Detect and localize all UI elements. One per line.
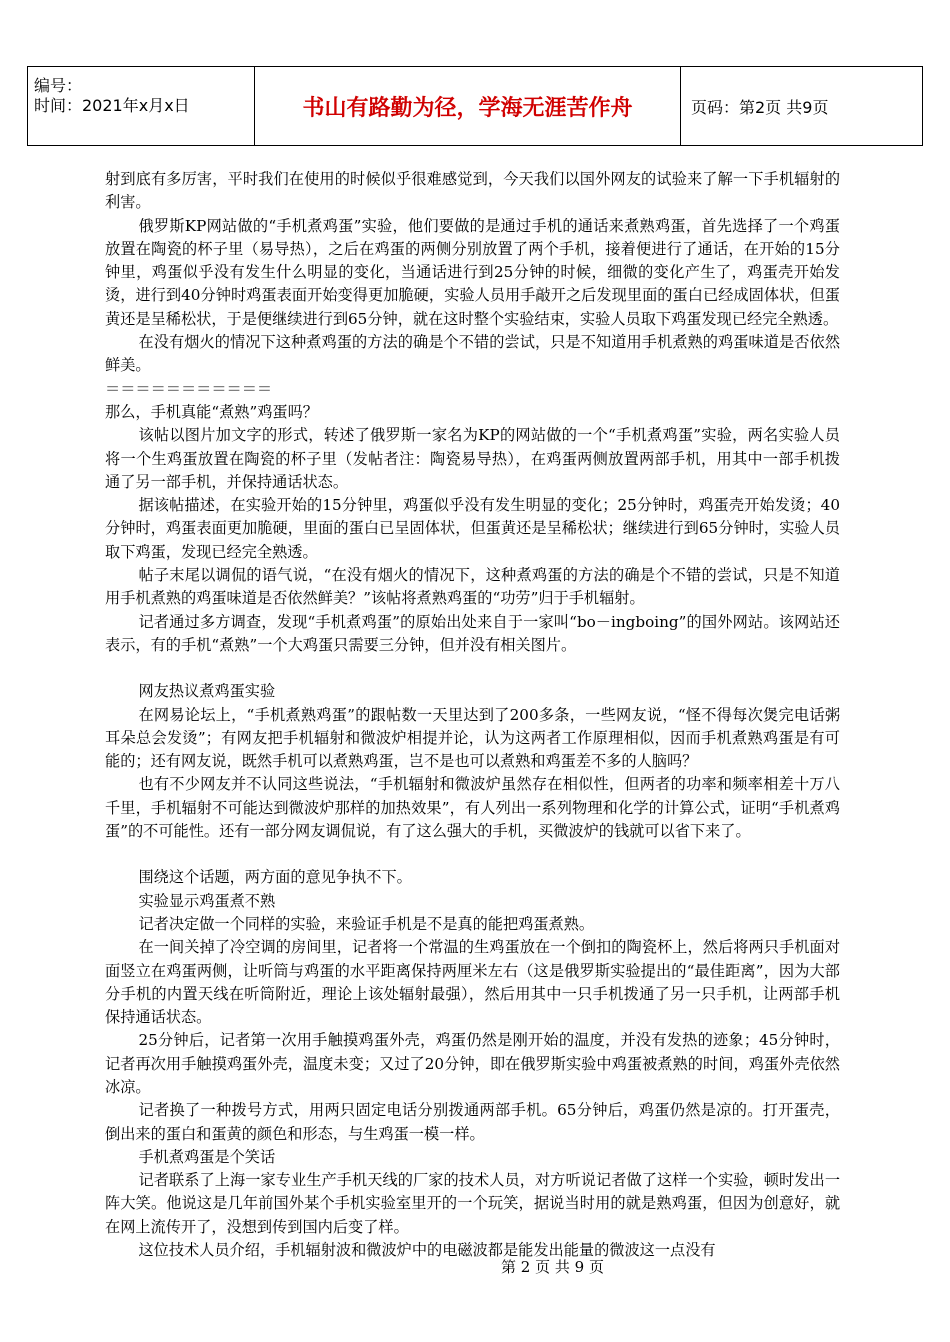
paragraph: 实验显示鸡蛋煮不熟 xyxy=(138,891,276,910)
document-header xyxy=(27,66,923,146)
number-label: 编号： xyxy=(34,76,83,95)
header-meta-cell xyxy=(28,67,255,145)
time-label: 时间：2021年x月x日 xyxy=(34,96,190,115)
paragraph: 帖子末尾以调侃的语气说，“在没有烟火的情况下，这种煮鸡蛋的方法的确是个不错的尝试，只是不知道用手机煮熟的鸡蛋味道是否依然鲜美？”该帖将煮熟鸡蛋的“功劳”归于手机辐射。 xyxy=(105,566,840,608)
paragraph: 在网易论坛上，“手机煮熟鸡蛋”的跟帖数一天里达到了200多条，一些网友说，“怪不得每次煲完电话粥耳朵总会发烫”；有网友把手机辐射和微波炉相提并论，认为这两者工作原理相似，因而手机煮熟鸡蛋是有可能的；还有网友说，既然手机可以煮熟鸡蛋，岂不是也可以煮熟和鸡蛋差不多的人脑吗？ xyxy=(105,705,840,771)
paragraph: 这位技术人员介绍，手机辐射波和微波炉中的电磁波都是能发出能量的微波这一点没有 xyxy=(138,1241,716,1260)
document-body xyxy=(105,168,840,1262)
paragraph: 据该帖描述，在实验开始的15分钟里，鸡蛋似乎没有发生明显的变化；25分钟时，鸡蛋壳开始发烫；40分钟时，鸡蛋表面更加脆硬，里面的蛋白已呈固体状，但蛋黄还是呈稀松状；继续进行到65分钟时，实验人员取下鸡蛋，发现已经完全熟透。 xyxy=(105,496,840,561)
paragraph xyxy=(105,657,840,680)
paragraph: 网友热议煮鸡蛋实验 xyxy=(138,682,276,701)
motto-text: 书山有路勤为径，学海无涯苦作舟 xyxy=(302,95,633,121)
paragraph xyxy=(105,843,840,866)
page-footer: 第 2 页 共 9 页 xyxy=(501,1258,604,1276)
paragraph: 25分钟后，记者第一次用手触摸鸡蛋外壳，鸡蛋仍然是刚开始的温度，并没有发热的迹象；45分钟时，记者再次用手触摸鸡蛋外壳，温度未变；又过了20分钟，即在俄罗斯实验中鸡蛋被煮熟的时间，鸡蛋外壳依然冰凉。 xyxy=(105,1031,840,1096)
paragraph: 也有不少网友并不认同这些说法，“手机辐射和微波炉虽然存在相似性，但两者的功率和频率相差十万八千里，手机辐射不可能达到微波炉那样的加热效果”，有人列出一系列物理和化学的计算公式，证明“手机煮鸡蛋”的不可能性。还有一部分网友调侃说，有了这么强大的手机，买微波炉的钱就可以省下来了。 xyxy=(105,775,840,841)
paragraph: 记者联系了上海一家专业生产手机天线的厂家的技术人员，对方听说记者做了这样一个实验，顿时发出一阵大笑。他说这是几年前国外某个手机实验室里开的一个玩笑，据说当时用的就是熟鸡蛋，但因为创意好，就在网上流传开了，没想到传到国内后变了样。 xyxy=(105,1171,840,1236)
paragraph: 俄罗斯KP网站做的“手机煮鸡蛋”实验，他们要做的是通过手机的通话来煮熟鸡蛋，首先选择了一个鸡蛋放置在陶瓷的杯子里（易导热），之后在鸡蛋的两侧分别放置了两个手机，接着便进行了通话，在开始的15分钟里，鸡蛋似乎没有发生什么明显的变化，当通话进行到25分钟的时候，细微的变化产生了，鸡蛋壳开始发烫，进行到40分钟时鸡蛋表面开始变得更加脆硬，实验人员用手敲开之后发现里面的蛋白已经成固体状，但蛋黄还是呈稀松状，于是便继续进行到65分钟，就在这时整个实验结束，实验人员取下鸡蛋发现已经完全熟透。 xyxy=(105,216,840,328)
paragraph: 记者决定做一个同样的实验，来验证手机是不是真的能把鸡蛋煮熟。 xyxy=(138,914,595,933)
header-motto-cell xyxy=(255,67,681,145)
paragraph: ＝＝＝＝＝＝＝＝＝＝＝ xyxy=(105,379,273,398)
paragraph: 记者换了一种拨号方式，用两只固定电话分别拨通两部手机。65分钟后，鸡蛋仍然是凉的。打开蛋壳，倒出来的蛋白和蛋黄的颜色和形态，与生鸡蛋一模一样。 xyxy=(105,1101,840,1143)
paragraph: 手机煮鸡蛋是个笑话 xyxy=(138,1147,276,1166)
paragraph: 该帖以图片加文字的形式，转述了俄罗斯一家名为KP的网站做的一个“手机煮鸡蛋”实验，两名实验人员将一个生鸡蛋放置在陶瓷的杯子里（发帖者注：陶瓷易导热），在鸡蛋两侧放置两部手机，用其中一部手机拨通了另一部手机，并保持通话状态。 xyxy=(105,426,840,491)
paragraph: 围绕这个话题，两方面的意见争执不下。 xyxy=(138,868,412,887)
paragraph: 在没有烟火的情况下这种煮鸡蛋的方法的确是个不错的尝试，只是不知道用手机煮熟的鸡蛋味道是否依然鲜美。 xyxy=(105,333,840,375)
paragraph: 射到底有多厉害，平时我们在使用的时候似乎很难感觉到，今天我们以国外网友的试验来了解一下手机辐射的利害。 xyxy=(105,170,840,212)
paragraph: 那么，手机真能“煮熟”鸡蛋吗？ xyxy=(105,402,318,421)
page-info: 页码：第2页 共9页 xyxy=(691,97,829,117)
paragraph: 记者通过多方调查，发现“手机煮鸡蛋”的原始出处来自于一家叫“bo－ingboing”的国外网站。该网站还表示，有的手机“煮熟”一个大鸡蛋只需要三分钟，但并没有相关图片。 xyxy=(105,612,840,654)
header-page-cell xyxy=(681,67,922,145)
paragraph: 在一间关掉了冷空调的房间里，记者将一个常温的生鸡蛋放在一个倒扣的陶瓷杯上，然后将两只手机面对面竖立在鸡蛋两侧，让听筒与鸡蛋的水平距离保持两厘米左右（这是俄罗斯实验提出的“最佳距离”，因为大部分手机的内置天线在听筒附近，理论上该处辐射最强），然后用其中一只手机拨通了另一只手机，让两部手机保持通话状态。 xyxy=(105,938,840,1027)
